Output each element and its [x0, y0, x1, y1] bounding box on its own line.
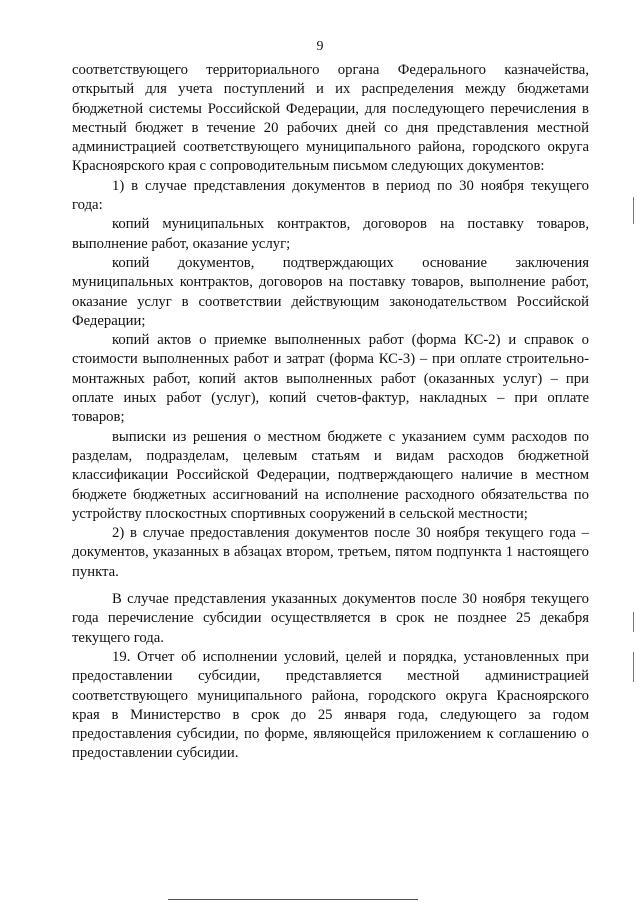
page-number: 9 — [316, 39, 324, 54]
paragraph-subitem-1: 1) в случае представления документов в период по 30 ноября текущего года: — [72, 177, 589, 214]
paragraph-basis-documents: копий документов, подтверждающих основание заключения муниципальных контрактов, договоров на поставку товаров, выполнение работ, оказание услуг в соответствии действующим законодательством Российской Федерации; — [72, 254, 589, 329]
paragraph-budget-extract: выписки из решения о местном бюджете с указанием сумм расходов по разделам, подразделам, целевым статьям и видам расходов бюджетной классификации Российской Федерации, подтверждающего наличие в местном бюджете бюджетных ассигнований на исполнение расходного обязательства по устройству плоскостных спортивных сооружений в сельской местности; — [72, 428, 589, 522]
scan-edge-mark — [633, 612, 634, 632]
scan-edge-mark — [633, 652, 634, 682]
scan-bottom-edge — [168, 899, 418, 900]
paragraph-acceptance-acts: копий актов о приемке выполненных работ (форма КС-2) и справок о стоимости выполненных работ и затрат (форма КС-3) – при оплате строительно-монтажных работ, копий актов выполненных работ (оказанных услуг) – при оплате иных работ (услуг), копий счетов-фактур, накладных – при оплате товаров; — [72, 332, 589, 426]
scan-edge-mark — [633, 197, 634, 224]
paragraph-contract-copies: копий муниципальных контрактов, договоров на поставку товаров, выполнение работ, оказание услуг; — [72, 216, 589, 252]
document-body — [72, 61, 589, 764]
paragraph-late-submission: В случае представления указанных документов после 30 ноября текущего года перечисление субсидии осуществляется в срок не позднее 25 декабря текущего года. — [72, 591, 589, 646]
paragraph-subitem-2: 2) в случае предоставления документов после 30 ноября текущего года – документов, указанных в абзацах втором, третьем, пятом подпункта 1 настоящего пункта. — [72, 525, 589, 580]
paragraph-continuation: соответствующего территориального органа Федерального казначейства, открытый для учета поступлений и их распределения между бюджетами бюджетной системы Российской Федерации, для последующего перечисления в местный бюджет в течение 20 рабочих дней со дня представления местной администрацией соответствующего муниципального района, городского округа Красноярского края с сопроводительным письмом следующих документов: — [72, 62, 589, 175]
paragraph-item-19: 19. Отчет об исполнении условий, целей и порядка, установленных при предоставлении субсидии, представляется местной администрацией соответствующего муниципального района, городского округа Красноярского края в Министерство в срок до 25 января года, следующего за годом предоставления субсидии, по форме, являющейся приложением к соглашению о предоставлении субсидии. — [72, 648, 589, 762]
